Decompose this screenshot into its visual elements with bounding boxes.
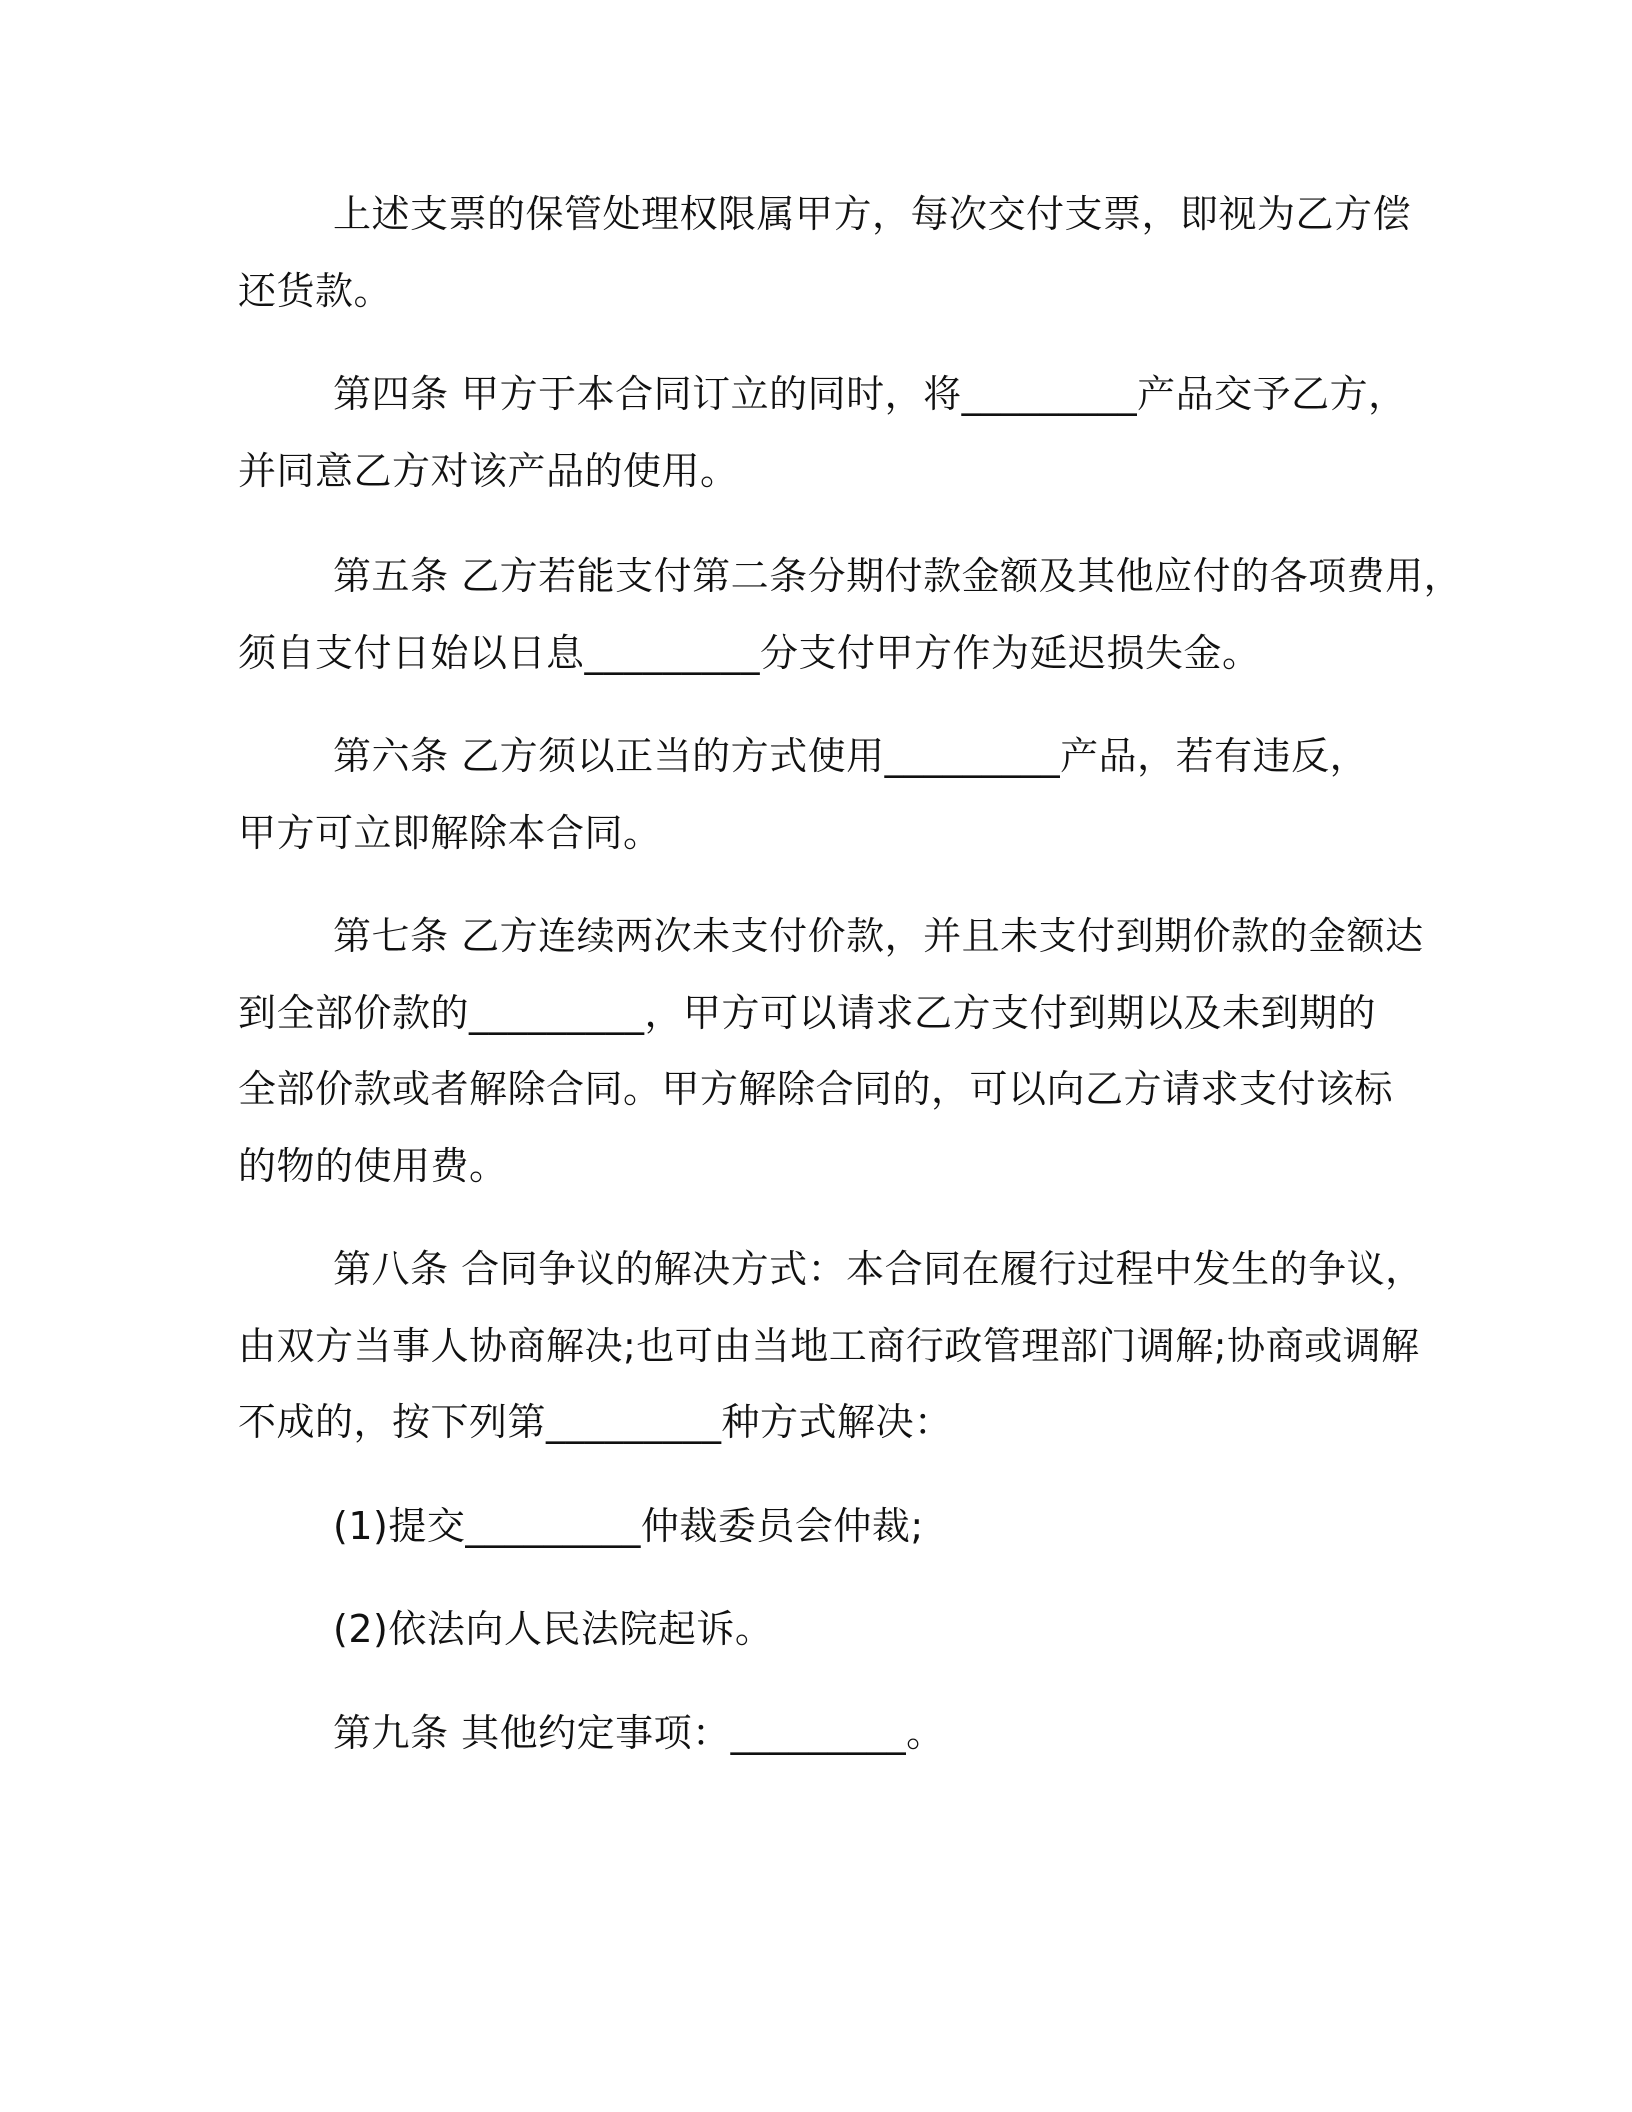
article-8-line-1: 第八条 合同争议的解决方式：本合同在履行过程中发生的争议， [333, 1247, 1424, 1291]
article-7-line-2: 到全部价款的_________，甲方可以请求乙方支付到期以及未到期的 [238, 991, 1377, 1035]
paragraph-1-line-2: 还货款。 [238, 269, 393, 313]
article-7-line-4: 的物的使用费。 [238, 1144, 508, 1188]
article-8-line-2: 由双方当事人协商解决;也可由当地工商行政管理部门调解;协商或调解 [238, 1324, 1420, 1368]
article-7-line-3: 全部价款或者解除合同。甲方解除合同的，可以向乙方请求支付该标 [238, 1067, 1394, 1111]
article-9-line-1: 第九条 其他约定事项：_________。 [333, 1711, 945, 1755]
article-5-line-1: 第五条 乙方若能支付第二条分期付款金额及其他应付的各项费用， [333, 554, 1463, 598]
option-1-line: (1)提交_________仲裁委员会仲裁; [333, 1504, 924, 1548]
paragraph-1-line-1: 上述支票的保管处理权限属甲方，每次交付支票，即视为乙方偿 [333, 192, 1412, 236]
article-4-line-1: 第四条 甲方于本合同订立的同时，将_________产品交予乙方， [333, 372, 1407, 416]
article-8-line-3: 不成的，按下列第_________种方式解决： [238, 1400, 953, 1444]
article-7-line-1: 第七条 乙方连续两次未支付价款，并且未支付到期价款的金额达 [333, 914, 1424, 958]
article-6-line-2: 甲方可立即解除本合同。 [238, 811, 662, 855]
article-6-line-1: 第六条 乙方须以正当的方式使用_________产品，若有违反， [333, 734, 1369, 778]
article-4-line-2: 并同意乙方对该产品的使用。 [238, 449, 739, 493]
article-5-line-2: 须自支付日始以日息_________分支付甲方作为延迟损失金。 [238, 631, 1261, 675]
option-2-line: (2)依法向人民法院起诉。 [333, 1607, 774, 1651]
